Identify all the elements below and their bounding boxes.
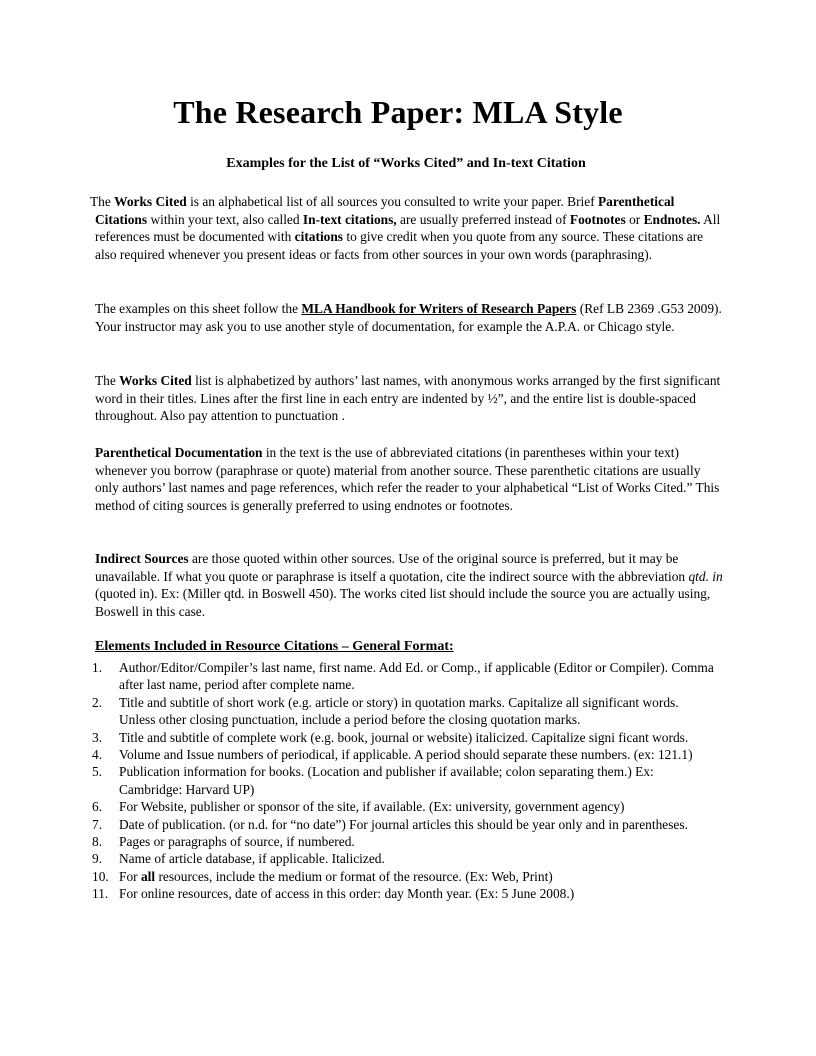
bold-term: citations bbox=[294, 229, 344, 245]
item-text: Title and subtitle of short work (e.g. article or story) in quotation marks. Capitalize all significant words. Unless other closing punctuation, include a period before the closing quotation marks. bbox=[119, 694, 679, 728]
item-text-pre: For bbox=[119, 868, 141, 884]
text-run: are usually preferred instead of bbox=[396, 211, 570, 227]
paragraph-indirect-sources bbox=[95, 550, 727, 620]
bold-term: all bbox=[140, 868, 156, 884]
text-run: (Ref LB 2369 .G53 2009). Your instructor may ask you to use another style of documentation, for example the A.P.A. or Chicago style. bbox=[95, 301, 722, 334]
text-run: The bbox=[90, 194, 115, 209]
item-number: 9. bbox=[92, 851, 103, 867]
bold-term: Endnotes. bbox=[643, 211, 701, 227]
list-item bbox=[92, 816, 715, 833]
item-text: For Website, publisher or sponsor of the site, if available. (Ex: university, government agency) bbox=[119, 799, 625, 815]
list-item bbox=[92, 798, 715, 815]
item-number: 8. bbox=[92, 834, 103, 850]
text-run: The bbox=[95, 373, 120, 388]
bold-term: Footnotes bbox=[569, 211, 626, 227]
text-run: or bbox=[625, 211, 644, 227]
item-number: 3. bbox=[92, 729, 103, 745]
page-title: The Research Paper: MLA Style bbox=[173, 94, 623, 130]
text-run: is an alphabetical list of all sources you consulted to write your paper. Brief bbox=[186, 194, 598, 209]
item-text: Title and subtitle of complete work (e.g. book, journal or website) italicized. Capitalize signi ficant words. bbox=[119, 729, 689, 745]
list-item bbox=[92, 659, 715, 694]
bold-term: Works Cited bbox=[119, 373, 192, 388]
list-item bbox=[92, 746, 715, 763]
list-item bbox=[92, 833, 715, 850]
list-item bbox=[92, 885, 715, 902]
item-text: Author/Editor/Compiler’s last name, first name. Add Ed. or Comp., if applicable (Editor or Compiler). Comma after last name, period after complete name. bbox=[119, 660, 714, 693]
list-item bbox=[92, 868, 715, 885]
bold-term: In-text citations, bbox=[302, 211, 397, 227]
list-item bbox=[92, 763, 715, 798]
list-item bbox=[92, 850, 715, 867]
item-text: Publication information for books. (Location and publisher if available; colon separating them.) Ex: Cambridge: Harvard UP) bbox=[119, 764, 654, 797]
paragraph-handbook bbox=[95, 300, 727, 335]
text-run: All references must be documented with bbox=[95, 211, 721, 245]
item-number: 11. bbox=[92, 886, 109, 902]
item-number: 2. bbox=[92, 694, 103, 710]
item-number: 10. bbox=[92, 868, 109, 884]
item-text: resources, include the medium or format of the resource. (Ex: Web, Print) bbox=[155, 868, 553, 884]
bold-term: Parenthetical Documentation bbox=[95, 445, 263, 460]
elements-heading: Elements Included in Resource Citations – General Format: bbox=[95, 639, 454, 654]
text-run: list is alphabetized by authors’ last names, with anonymous works arranged by the first significant word in their titles. Lines after the first line in each entry are indented by ½”, and the entire list is double-spaced throughout. Also pay attention to punctuation . bbox=[95, 373, 721, 424]
item-text: Name of article database, if applicable. Italicized. bbox=[119, 851, 385, 867]
list-item bbox=[92, 729, 715, 746]
paragraph-parenthetical bbox=[95, 444, 727, 514]
italic-term: qtd. in bbox=[688, 568, 723, 584]
text-run: are those quoted within other sources. Use of the original source is preferred, but it may be unavailable. If what you quote or paraphrase is itself a quotation, cite the indirect source with the abbreviation bbox=[95, 551, 689, 584]
bold-term: Parenthetical Citations bbox=[95, 194, 675, 227]
item-number: 4. bbox=[92, 747, 103, 763]
text-run: to give credit when you quote from any source. These citations are also required whenever you present ideas or facts from other sources in your own words (paraphrasing). bbox=[95, 229, 704, 262]
item-number: 5. bbox=[92, 764, 103, 780]
text-run: within your text, also called bbox=[147, 211, 303, 227]
item-text: For online resources, date of access in this order: day Month year. (Ex: 5 June 2008.) bbox=[119, 886, 575, 902]
item-number: 6. bbox=[92, 799, 103, 815]
text-run: in the text is the use of abbreviated citations (in parentheses within your text) whenever you borrow (paraphrase or quote) material from another source. These parenthetic citations are usually only authors’ last names and page references, which refer the reader to your alphabetical “List of Works Cited.” This method of citing sources is generally preferred to using endnotes or footnotes. bbox=[95, 445, 720, 513]
paragraph-works-cited-intro bbox=[90, 193, 727, 263]
elements-list bbox=[92, 659, 715, 903]
bold-term: Indirect Sources bbox=[95, 551, 189, 566]
item-number: 7. bbox=[92, 816, 103, 832]
bold-term: Works Cited bbox=[114, 194, 187, 209]
paragraph-works-cited-format bbox=[95, 372, 727, 425]
item-text: Volume and Issue numbers of periodical, if applicable. A period should separate these numbers. (ex: 121.1) bbox=[119, 747, 693, 763]
item-number: 1. bbox=[92, 660, 103, 675]
list-item bbox=[92, 694, 715, 729]
text-run: The examples on this sheet follow the bbox=[95, 301, 302, 316]
page-subtitle: Examples for the List of “Works Cited” and In-text Citation bbox=[226, 156, 586, 171]
handbook-title: MLA Handbook for Writers of Research Papers bbox=[301, 301, 577, 316]
item-text: Pages or paragraphs of source, if numbered. bbox=[119, 834, 355, 850]
item-text: Date of publication. (or n.d. for “no date”) For journal articles this should be year only and in parentheses. bbox=[119, 816, 688, 832]
text-run: (quoted in). Ex: (Miller qtd. in Boswell 450). The works cited list should include the source you are actually using, Boswell in this case. bbox=[95, 586, 711, 619]
